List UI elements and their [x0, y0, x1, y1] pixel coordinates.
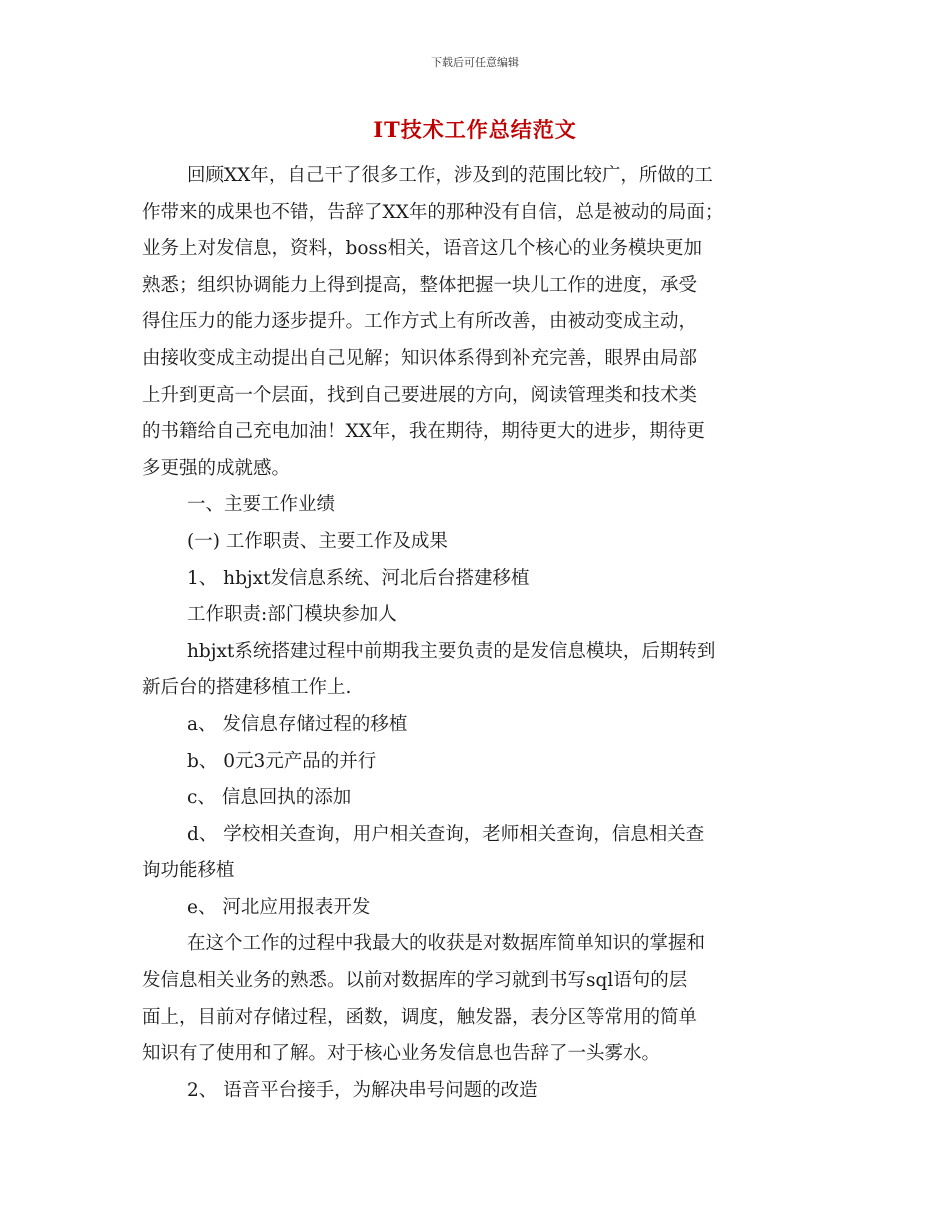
paragraph-line: 上升到更高一个层面，找到自己要进展的方向，阅读管理类和技术类 [142, 384, 698, 406]
item-heading: 1、 hbjxt发信息系统、河北后台搭建移植 [187, 567, 530, 589]
document-title: IT技术工作总结范文 [373, 117, 577, 142]
paragraph-line: 面上，目前对存储过程，函数，调度，触发器，表分区等常用的简单 [142, 1006, 698, 1028]
paragraph-line: 工作职责:部门模块参加人 [187, 604, 397, 626]
item-heading: 2、 语音平台接手，为解决串号问题的改造 [187, 1079, 538, 1101]
paragraph-line: 的书籍给自己充电加油！XX年，我在期待，期待更大的进步，期待更 [142, 421, 705, 443]
paragraph-line: 多更强的成就感。 [142, 457, 291, 479]
paragraph-line: hbjxt系统搭建过程中前期我主要负责的是发信息模块，后期转到 [187, 640, 716, 662]
subsection-heading: (一) 工作职责、主要工作及成果 [187, 530, 448, 552]
paragraph-line: 业务上对发信息，资料，boss相关，语音这几个核心的业务模块更加 [142, 238, 702, 260]
paragraph-line: 知识有了使用和了解。对于核心业务发信息也告辞了一头雾水。 [142, 1043, 661, 1065]
paragraph-line: 由接收变成主动提出自己见解；知识体系得到补充完善，眼界由局部 [142, 347, 698, 369]
list-item: a、 发信息存储过程的移植 [187, 713, 408, 735]
paragraph-line: 新后台的搭建移植工作上. [142, 677, 352, 699]
paragraph-line: 回顾XX年，自己干了很多工作，涉及到的范围比较广，所做的工 [187, 165, 713, 186]
list-item: b、 0元3元产品的并行 [187, 750, 377, 772]
list-item-continuation: 询功能移植 [142, 860, 235, 882]
section-heading: 一、主要工作业绩 [187, 494, 336, 516]
document-body [142, 158, 817, 1109]
page-header-note: 下载后可任意编辑 [431, 56, 519, 69]
paragraph-line: 发信息相关业务的熟悉。以前对数据库的学习就到书写sql语句的层 [142, 970, 688, 992]
paragraph-line: 在这个工作的过程中我最大的收获是对数据库简单知识的掌握和 [187, 933, 706, 955]
paragraph-line: 熟悉；组织协调能力上得到提高，整体把握一块儿工作的进度，承受 [142, 274, 698, 296]
list-item: e、 河北应用报表开发 [187, 896, 371, 918]
paragraph-line: 作带来的成果也不错，告辞了XX年的那种没有自信，总是被动的局面； [142, 201, 724, 223]
list-item: d、 学校相关查询，用户相关查询，老师相关查询，信息相关查 [187, 823, 705, 845]
list-item: c、 信息回执的添加 [187, 787, 352, 809]
paragraph-line: 得住压力的能力逐步提升。工作方式上有所改善，由被动变成主动， [142, 311, 698, 333]
